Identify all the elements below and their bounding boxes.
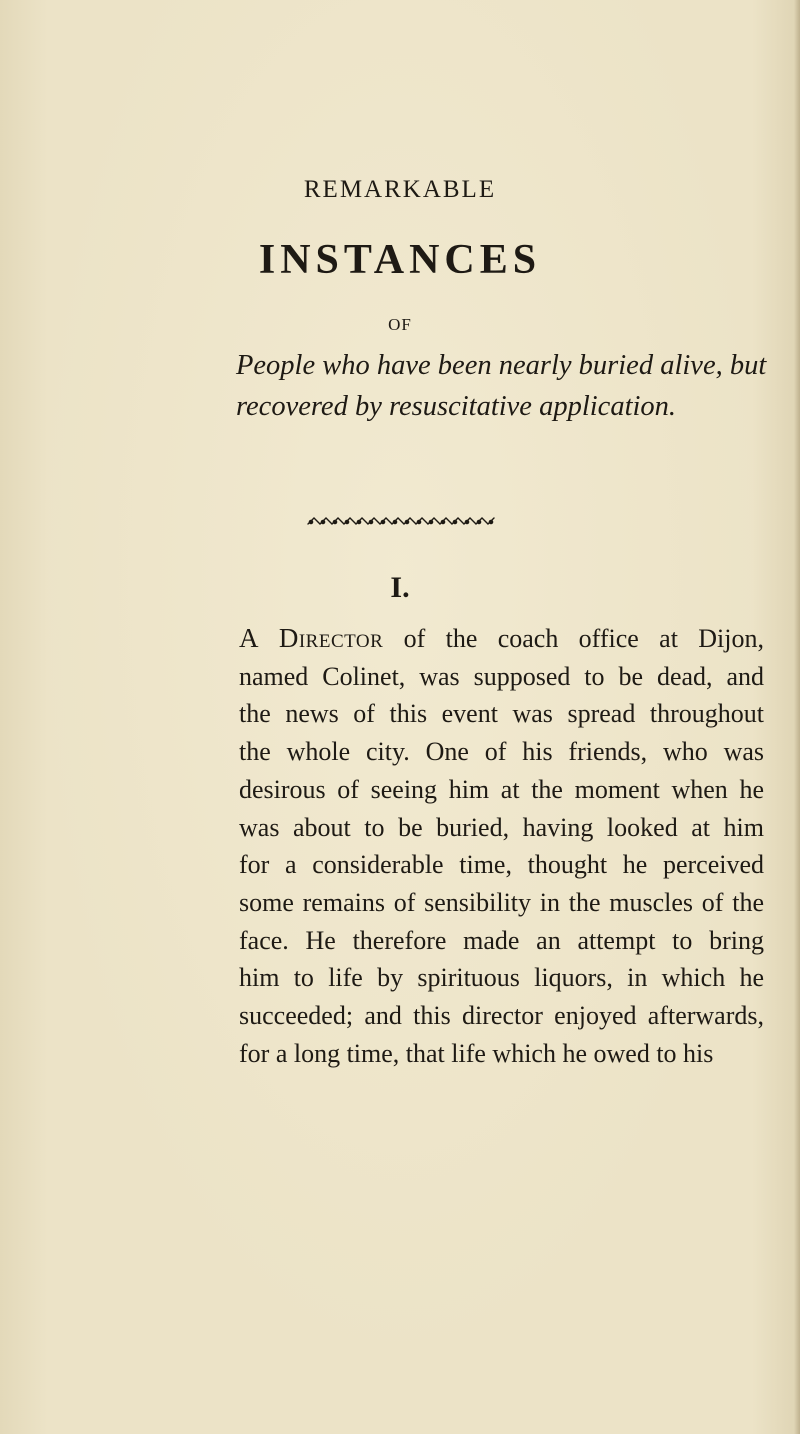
body-line-12: for a long time, that life which he owed to his	[239, 1038, 714, 1068]
body-line-1	[239, 620, 764, 658]
body-line-8: some remains of sensibility in the muscles of the	[239, 887, 764, 917]
title-instances: INSTANCES	[258, 237, 542, 283]
title-of: OF	[388, 315, 412, 334]
body-line-7: for a considerable time, thought he perceived	[239, 850, 764, 880]
body-line-5: desirous of seeing him at the moment when he	[239, 774, 764, 804]
subtitle-line-2: recovered by resuscitative application.	[236, 391, 677, 422]
body-line-1-rest: of the coach office at Dijon,	[403, 624, 765, 653]
lead-article: A	[239, 623, 259, 653]
body-line-3: the news of this event was spread throughout	[239, 699, 764, 729]
body-line-2: named Colinet, was supposed to be dead, and	[239, 661, 764, 691]
body-line-9: face. He therefore made an attempt to bring	[239, 925, 764, 955]
body-line-6: was about to be buried, having looked at him	[239, 812, 764, 842]
section-number: I.	[390, 571, 410, 604]
title-remarkable: REMARKABLE	[303, 176, 497, 203]
subtitle	[236, 345, 776, 427]
body-line-11: succeeded; and this director enjoyed afterwards,	[239, 1001, 764, 1031]
body-paragraph	[239, 620, 764, 1072]
page-edge-shadow	[794, 0, 800, 1434]
body-line-10: him to life by spirituous liquors, in which he	[239, 963, 764, 993]
body-line-4: the whole city. One of his friends, who was	[239, 737, 764, 767]
subtitle-line-1: People who have been nearly buried alive, but	[236, 350, 767, 381]
lead-word-director: Director	[278, 623, 384, 653]
decorative-rule-ornament	[306, 514, 496, 530]
